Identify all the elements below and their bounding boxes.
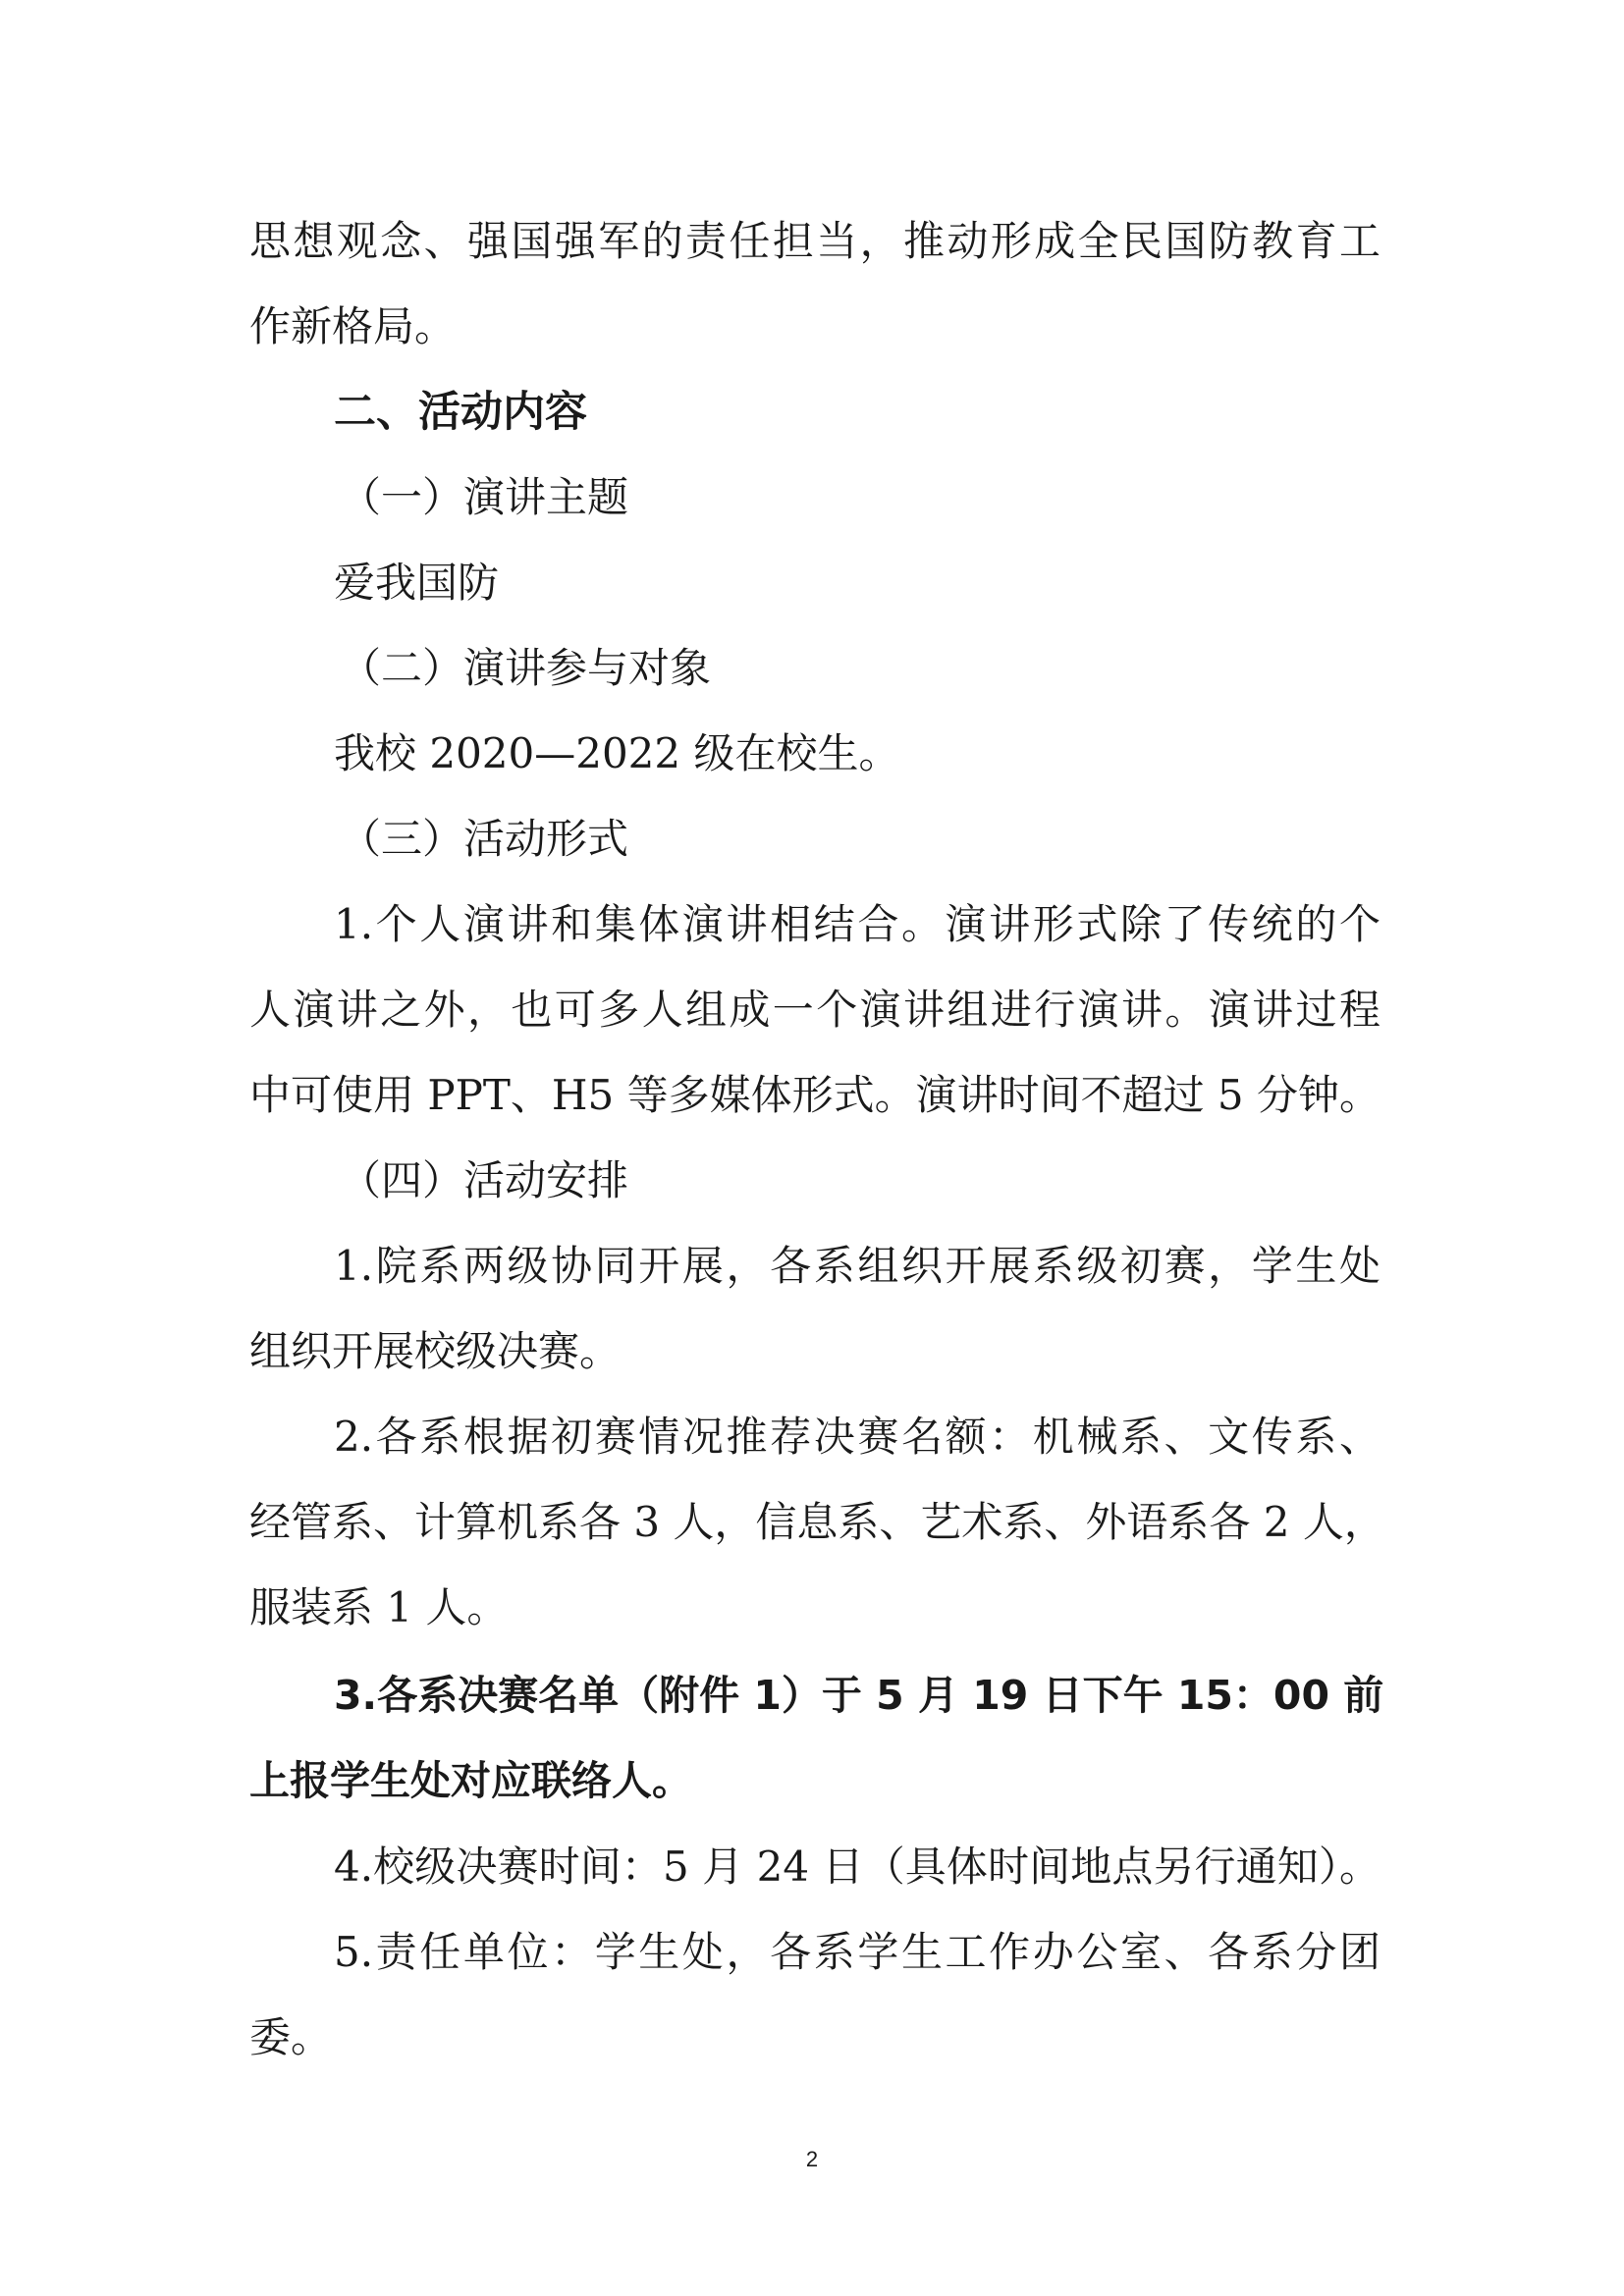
body-line: 中可使用 PPT、H5 等多媒体形式。演讲时间不超过 5 分钟。 <box>249 1071 1381 1119</box>
body-line: 经管系、计算机系各 3 人，信息系、艺术系、外语系各 2 人， <box>249 1498 1385 1546</box>
body-line: 我校 2020—2022 级在校生。 <box>334 729 900 777</box>
body-line: 1.个人演讲和集体演讲相结合。演讲形式除了传统的个 <box>334 900 1380 948</box>
body-line: 委。 <box>249 2013 333 2061</box>
body-line: 5.责任单位：学生处，各系学生工作办公室、各系分团 <box>334 1928 1380 1976</box>
body-line: 服装系 1 人。 <box>249 1583 509 1631</box>
section-heading: 二、活动内容 <box>334 388 587 437</box>
page-number: 2 <box>805 2147 819 2171</box>
body-line: 2.各系根据初赛情况推荐决赛名额：机械系、文传系、 <box>334 1413 1380 1461</box>
body-line: 组织开展校级决赛。 <box>249 1327 622 1375</box>
subsection-heading: （四）活动安排 <box>340 1156 629 1204</box>
subsection-heading: （三）活动形式 <box>340 815 629 863</box>
body-line: 作新格局。 <box>249 302 457 350</box>
subsection-heading: （二）演讲参与对象 <box>340 644 712 692</box>
body-line: 爱我国防 <box>334 559 500 607</box>
body-line: 1.院系两级协同开展，各系组织开展系级初赛，学生处 <box>334 1242 1380 1290</box>
body-line: 思想观念、强国强军的责任担当，推动形成全民国防教育工 <box>249 217 1380 265</box>
bold-notice-line: 上报学生处对应联络人。 <box>249 1757 692 1804</box>
subsection-heading: （一）演讲主题 <box>340 473 629 521</box>
bold-notice-line: 3.各系决赛名单（附件 1）于 5 月 19 日下午 15：00 前 <box>334 1672 1384 1719</box>
body-line: 人演讲之外，也可多人组成一个演讲组进行演讲。演讲过程 <box>249 986 1380 1034</box>
body-line: 4.校级决赛时间：5 月 24 日（具体时间地点另行通知）。 <box>334 1842 1380 1891</box>
